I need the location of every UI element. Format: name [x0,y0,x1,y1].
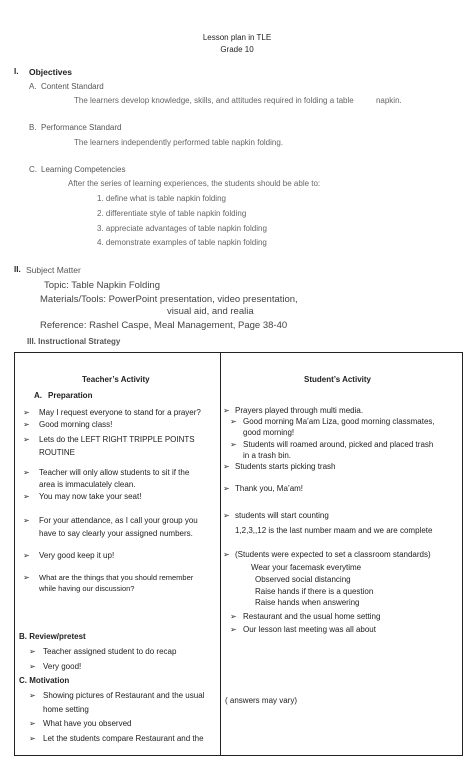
teacher-line: have to say clearly your assigned numbers. [39,529,193,538]
preparation-letter: A. [34,391,42,400]
arrow-bullet-icon: ➢ [23,468,30,477]
subject-topic: Topic: Table Napkin Folding [44,280,161,291]
teacher-line: while having our discussion? [39,584,135,593]
student-activity-header: Student’s Activity [304,375,371,384]
arrow-bullet-icon: ➢ [23,435,30,444]
performance-standard-text: The learners independently performed table napkin folding. [74,138,284,147]
review-pretest-heading: B. Review/pretest [19,632,86,641]
arrow-bullet-icon: ➢ [223,406,230,415]
motivation-line: home setting [43,705,89,714]
arrow-bullet-icon: ➢ [29,647,36,656]
student-line: good morning! [243,428,295,437]
student-line: Observed social distancing [255,575,351,584]
student-line: (Students were expected to set a classroom standards) [235,550,431,559]
teacher-activity-header: Teacher’s Activity [82,375,150,384]
student-line: Our lesson last meeting was all about [243,625,376,634]
student-line: Prayers played through multi media. [235,406,364,415]
teacher-line: Very good keep it up! [39,551,115,560]
teacher-line: Good morning class! [39,420,113,429]
arrow-bullet-icon: ➢ [23,573,30,582]
competency-item: 4. demonstrate examples of table napkin folding [97,238,267,247]
teacher-line: Lets do the LEFT RIGHT TRIPPLE POINTS [39,435,195,444]
section-heading-instructional-strategy: III. Instructional Strategy [27,337,121,346]
arrow-bullet-icon: ➢ [23,516,30,525]
content-standard-text: The learners develop knowledge, skills, and attitudes required in folding a table napkin. [74,96,402,105]
learning-competencies-intro: After the series of learning experiences, the students should be able to: [68,179,321,188]
section-numeral-objectives: I. [14,67,19,76]
section-numeral-subject-matter: II. [14,265,21,274]
motivation-line: What have you observed [43,719,132,728]
content-standard-letter: A. [29,82,37,91]
student-line: Students starts picking trash [235,462,336,471]
teacher-line: Teacher will only allow students to sit if the [39,468,190,477]
arrow-bullet-icon: ➢ [23,420,30,429]
student-line: Students will roamed around, picked and placed trash [243,440,434,449]
student-line: Raise hands when answering [255,598,360,607]
review-line: Teacher assigned student to do recap [43,647,177,656]
table-column-divider [220,353,221,755]
activity-table [14,352,463,756]
competency-item: 3. appreciate advantages of table napkin folding [97,224,267,233]
review-line: Very good! [43,662,82,671]
student-line: Good morning Ma’am Liza, good morning classmates, [243,417,435,426]
student-line: ( answers may vary) [225,696,298,705]
arrow-bullet-icon: ➢ [23,408,30,417]
subject-materials-line2: visual aid, and realia [167,306,254,317]
competency-item: 2. differentiate style of table napkin folding [97,209,247,218]
teacher-line: May I request everyone to stand for a prayer? [39,408,201,417]
teacher-line: ROUTINE [39,448,75,457]
student-line: Thank you, Ma’am! [235,484,304,493]
teacher-line: For your attendance, as I call your group you [39,516,198,525]
student-line: in a trash bin. [243,451,292,460]
arrow-bullet-icon: ➢ [230,625,237,634]
arrow-bullet-icon: ➢ [230,612,237,621]
student-line: Raise hands if there is a question [255,587,374,596]
arrow-bullet-icon: ➢ [223,462,230,471]
section-heading-objectives: Objectives [29,67,72,77]
content-standard-label: Content Standard [41,82,104,91]
motivation-line: Let the students compare Restaurant and the [43,734,204,743]
arrow-bullet-icon: ➢ [29,719,36,728]
arrow-bullet-icon: ➢ [223,550,230,559]
competency-item: 1. define what is table napkin folding [97,194,226,203]
performance-standard-letter: B. [29,123,37,132]
arrow-bullet-icon: ➢ [230,440,237,449]
student-line: 1,2,3,,12 is the last number maam and we are complete [235,526,433,535]
section-heading-subject-matter: Subject Matter [26,265,81,275]
learning-competencies-letter: C. [29,165,37,174]
teacher-line: You may now take your seat! [39,492,142,501]
arrow-bullet-icon: ➢ [23,551,30,560]
performance-standard-label: Performance Standard [41,123,122,132]
teacher-line: area is immaculately clean. [39,480,136,489]
arrow-bullet-icon: ➢ [29,691,36,700]
arrow-bullet-icon: ➢ [23,492,30,501]
subject-reference: Reference: Rashel Caspe, Meal Management, Page 38-40 [40,320,288,331]
motivation-heading: C. Motivation [19,676,70,685]
doc-title: Lesson plan in TLE [202,33,272,42]
arrow-bullet-icon: ➢ [230,417,237,426]
student-line: students will start counting [235,511,329,520]
teacher-line: What are the things that you should remember [39,573,194,582]
learning-competencies-label: Learning Competencies [41,165,126,174]
student-line: Wear your facemask everytime [251,563,362,572]
arrow-bullet-icon: ➢ [29,734,36,743]
arrow-bullet-icon: ➢ [29,662,36,671]
arrow-bullet-icon: ➢ [223,484,230,493]
arrow-bullet-icon: ➢ [223,511,230,520]
student-line: Restaurant and the usual home setting [243,612,381,621]
subject-materials-line1: Materials/Tools: PowerPoint presentation, video presentation, [40,294,298,305]
preparation-heading: Preparation [48,391,93,400]
motivation-line: Showing pictures of Restaurant and the usual [43,691,205,700]
doc-grade: Grade 10 [220,45,254,54]
